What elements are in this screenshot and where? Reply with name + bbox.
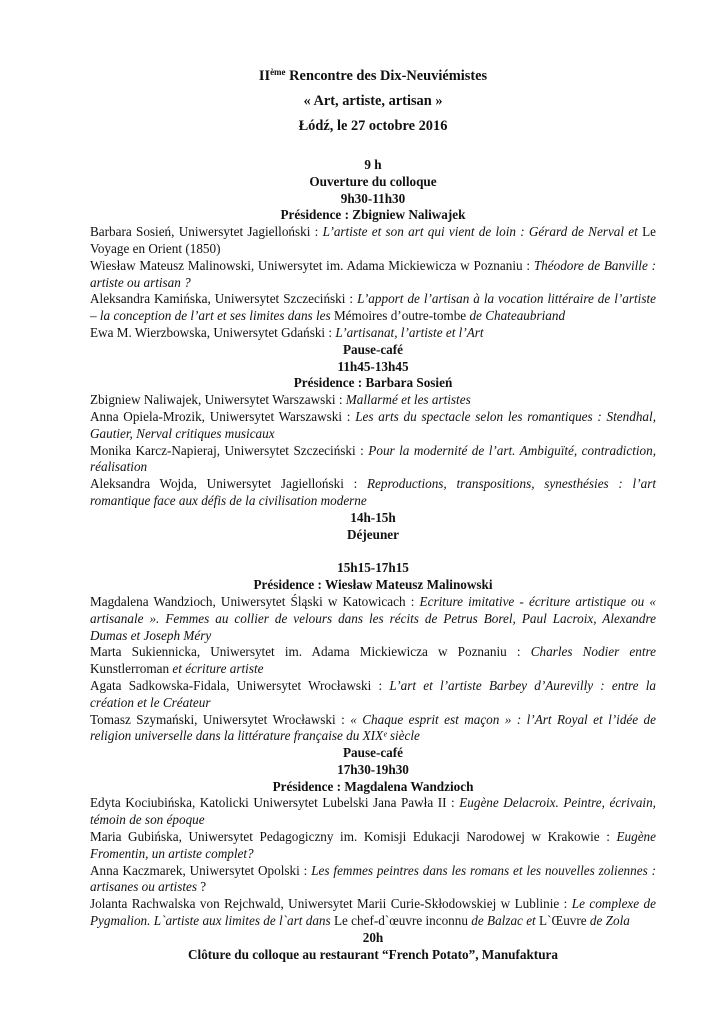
session1-chair: Présidence : Zbigniew Naliwajek: [280, 207, 466, 223]
session3-chair: Présidence : Wiesław Mateusz Malinowski: [253, 577, 493, 593]
talk-item: Marta Sukiennicka, Uniwersytet im. Adama Mickiewicza w Poznaniu : Charles Nodier entre Kunstlerroman et écriture artiste: [90, 644, 656, 677]
session3-time: 15h15-17h15: [337, 560, 409, 576]
coffee-break-1: Pause-café: [342, 341, 404, 357]
event-subtitle: « Art, artiste, artisan »: [303, 93, 443, 109]
talk-item: Barbara Sosień, Uniwersytet Jagielloński : L’artiste et son art qui vient de loin : Gérard de Nerval et Le Voyage en Orient (1850): [90, 224, 656, 256]
event-title: IIème Rencontre des Dix-Neuviémistes: [258, 67, 488, 84]
session4-chair: Présidence : Magdalena Wandzioch: [272, 778, 474, 794]
talk-item: Tomasz Szymański, Uniwersytet Wrocławski : « Chaque esprit est maçon » : l’Art Royal et l’idée de religion universelle dans la littérature française du XIXᵉ siècle: [90, 711, 656, 744]
session2-time: 11h45-13h45: [337, 358, 409, 374]
programme-page: [90, 64, 656, 963]
opening-time: 9 h: [364, 157, 382, 172]
session2-chair: Présidence : Barbara Sosień: [293, 375, 453, 391]
talk-item: Wiesław Mateusz Malinowski, Uniwersytet im. Adama Mickiewicza w Poznaniu : Théodore de Banville : artiste ou artisan ?: [90, 257, 656, 290]
coffee-break-2: Pause-café: [342, 745, 404, 761]
talk-item: Agata Sadkowska-Fidala, Uniwersytet Wrocławski : L’art et l’artiste Barbey d’Aurevilly : entre la création et le Créateur: [90, 677, 656, 710]
talk-item: Monika Karcz-Napieraj, Uniwersytet Szczeciński : Pour la modernité de l’art. Ambiguïté, contradiction, réalisation: [90, 442, 657, 475]
talk-item: Anna Opiela-Mrozik, Uniwersytet Warszawski : Les arts du spectacle selon les romantiques : Stendhal, Gautier, Nerval critiques musicaux: [90, 408, 656, 441]
session1-time: 9h30-11h30: [340, 190, 406, 206]
closing-label: Clôture du colloque au restaurant “French Potato”, Manufaktura: [188, 946, 558, 962]
talk-item: Aleksandra Kamińska, Uniwersytet Szczeciński : L’apport de l’artisan à la vocation littéraire de l’artiste – la conception de l’art et ses limites dans les Mémoires d’outre-tombe de Chateaubriand: [90, 291, 656, 324]
session4-time: 17h30-19h30: [337, 761, 409, 777]
lunch-time: 14h-15h: [350, 509, 396, 525]
talk-item: Ewa M. Wierzbowska, Uniwersytet Gdański : L’artisanat, l’artiste et l’Art: [90, 324, 484, 340]
talk-item: Zbigniew Naliwajek, Uniwersytet Warszawski : Mallarmé et les artistes: [90, 392, 471, 408]
talk-item: Jolanta Rachwalska von Rejchwald, Uniwersytet Marii Curie-Skłodowskiej w Lublinie : Le complexe de Pygmalion. L`artiste aux limites de l`art dans Le chef-d`œuvre inconnu de Balzac et L`Œuvre de Zola: [90, 896, 656, 929]
closing-time: 20h: [362, 929, 384, 945]
opening-label: Ouverture du colloque: [309, 173, 437, 189]
talk-item: Aleksandra Wojda, Uniwersytet Jagielloński : Reproductions, transpositions, synesthésies : l’art romantique face aux défis de la civilisation moderne: [90, 476, 656, 508]
talk-item: Edyta Kociubińska, Katolicki Uniwersytet Lubelski Jana Pawła II : Eugène Delacroix. Peintre, écrivain, témoin de son époque: [90, 795, 656, 828]
lunch-label: Déjeuner: [347, 526, 399, 542]
talk-item: Maria Gubińska, Uniwersytet Pedagogiczny im. Komisji Edukacji Narodowej w Krakowie : Eugène Fromentin, un artiste complet?: [90, 829, 656, 861]
event-date-place: Łódź, le 27 octobre 2016: [298, 118, 448, 134]
talk-item: Anna Kaczmarek, Uniwersytet Opolski : Les femmes peintres dans les romans et les nouvelles zoliennes : artisanes ou artistes ?: [90, 862, 656, 895]
talk-item: Magdalena Wandzioch, Uniwersytet Śląski w Katowicach : Ecriture imitative - écriture artistique ou « artisanale ». Femmes au collier de velours dans les récits de Petrus Borel, Paul Lacroix, Alexandre Dumas et Joseph Méry: [90, 593, 656, 643]
